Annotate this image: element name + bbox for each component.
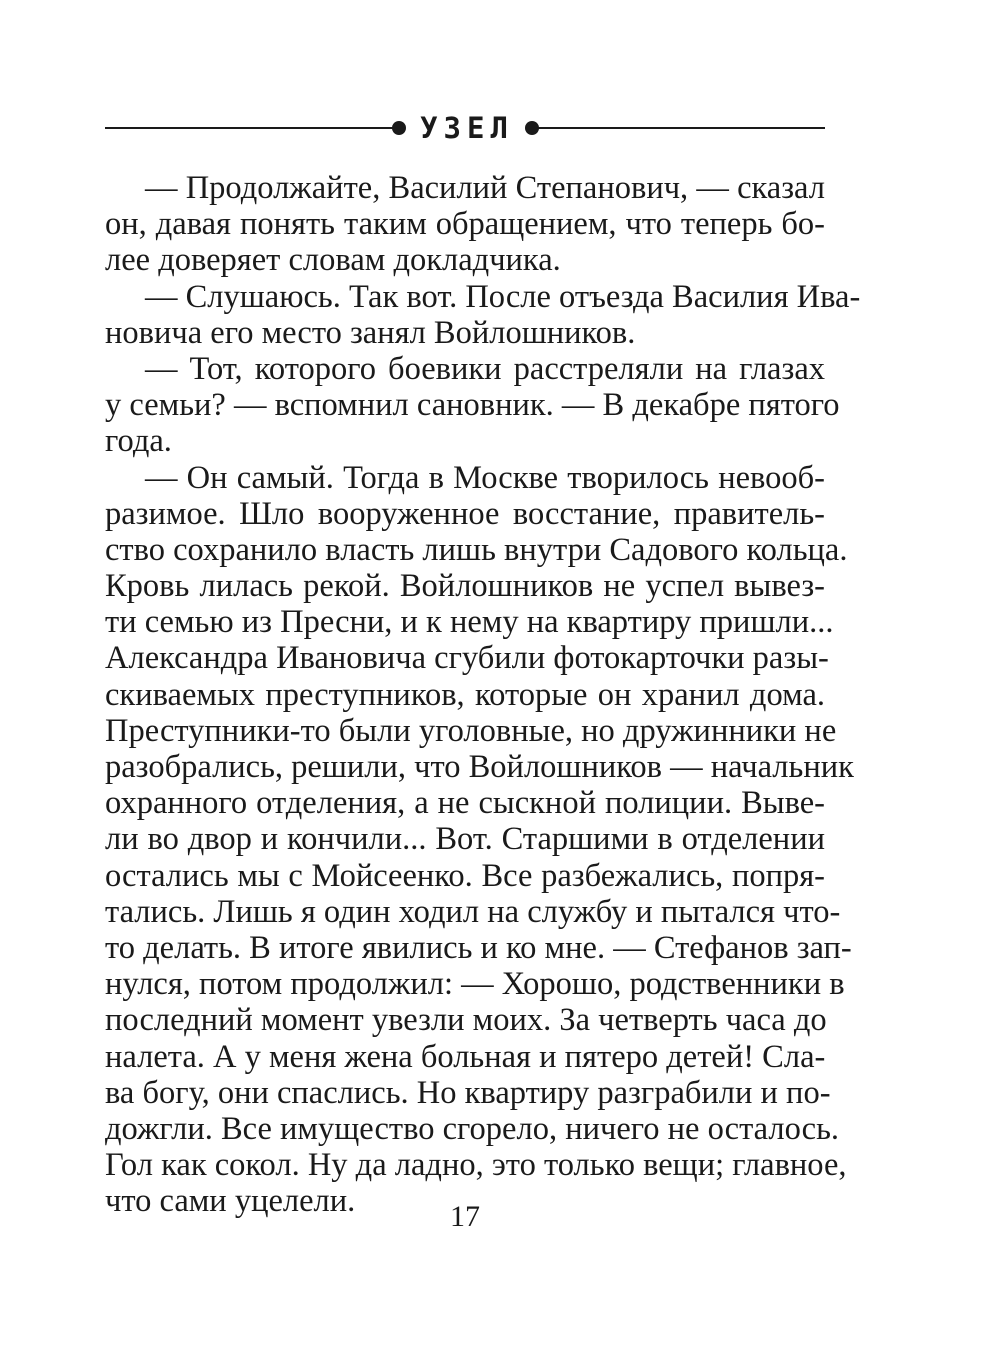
- paragraph: [105, 459, 854, 1220]
- text-line: дожгли. Все имущество сгорело, ничего не осталось.: [105, 1110, 840, 1147]
- text-line: Преступники-то были уголовные, но дружинники не: [105, 712, 837, 749]
- text-line: разобрались, решили, что Войлошников — начальник: [105, 749, 854, 785]
- text-line: разимое. Шло вооруженное восстание, правитель-: [105, 495, 825, 532]
- text-line: у семьи? — вспомнил сановник. — В декабре пятого: [105, 387, 840, 424]
- text-line: — Продолжайте, Василий Степанович, — сказал: [145, 170, 825, 206]
- text-line: — Тот, которого боевики расстреляли на глазах: [145, 350, 825, 387]
- header-rule-right: [537, 127, 825, 129]
- text-line: ли во двор и кончили... Вот. Старшими в отделении: [105, 821, 825, 858]
- text-line: то делать. В итоге явились и ко мне. — Стефанов зап-: [105, 929, 852, 966]
- paragraph: [105, 170, 825, 279]
- running-head-title: УЗЕЛ: [420, 111, 514, 145]
- text-line: ство сохранило власть лишь внутри Садового кольца.: [105, 531, 848, 568]
- running-header: [105, 108, 825, 148]
- text-line: года.: [105, 423, 172, 460]
- text-line: лее доверяет словам докладчика.: [105, 242, 561, 279]
- text-line: охранного отделения, а не сыскной полиции. Выве-: [105, 785, 825, 822]
- text-line: тались. Лишь я один ходил на службу и пытался что-: [105, 893, 841, 930]
- text-line: новича его место занял Войлошников.: [105, 314, 636, 351]
- paragraph: [105, 350, 840, 460]
- text-line: Кровь лилась рекой. Войлошников не успел вывез-: [105, 568, 825, 605]
- text-line: остались мы с Мойсеенко. Все разбежались, попря-: [105, 857, 825, 894]
- header-rule-left: [105, 127, 393, 129]
- text-line: скиваемых преступников, которые он хранил дома.: [105, 676, 825, 713]
- text-line: ва богу, они спаслись. Но квартиру разграбили и по-: [105, 1074, 831, 1111]
- text-line: что сами уцелели.: [105, 1183, 356, 1220]
- text-line: Александра Ивановича сгубили фотокарточки разы-: [105, 640, 829, 677]
- text-line: последний момент увезли моих. За четверть часа до: [105, 1002, 827, 1039]
- text-line: он, давая понять таким обращением, что теперь бо-: [105, 206, 825, 243]
- text-line: — Слушаюсь. Так вот. После отъезда Василия Ива-: [145, 278, 861, 315]
- text-line: — Он самый. Тогда в Москве творилось невооб-: [145, 459, 825, 496]
- page-number: 17: [450, 1200, 480, 1233]
- text-line: налета. А у меня жена больная и пятеро детей! Сла-: [105, 1038, 826, 1075]
- text-line: ти семью из Пресни, и к нему на квартиру пришли...: [105, 604, 834, 641]
- text-line: нулся, потом продолжил: — Хорошо, родственники в: [105, 966, 845, 1003]
- body-text: [105, 170, 861, 1220]
- paragraph: [105, 278, 861, 351]
- header-bullet-left-icon: [392, 121, 406, 135]
- text-line: Гол как сокол. Ну да ладно, это только вещи; главное,: [105, 1147, 847, 1184]
